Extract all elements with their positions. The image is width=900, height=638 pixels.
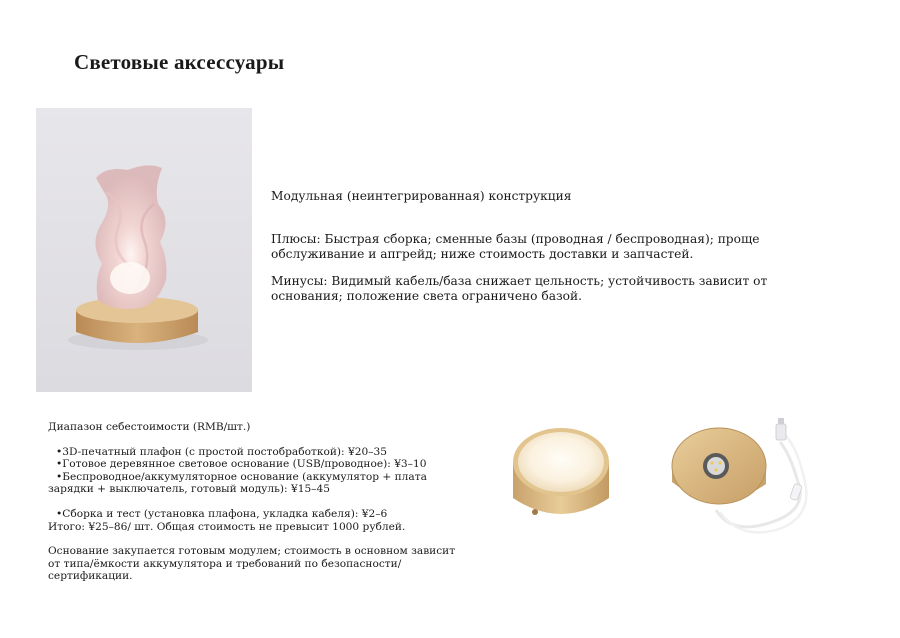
page-title: Световые аксессуары: [74, 50, 285, 74]
cost-item: •Готовое деревянное световое основание (USB/проводное): ¥3–10: [56, 458, 427, 471]
wooden-light-base-lit: [505, 418, 617, 526]
design-heading: Модульная (неинтегрированная) конструкция: [271, 189, 572, 203]
pros-text: Плюсы: Быстрая сборка; сменные базы (проводная / беспроводная); проще обслуживание и апгрейд; ниже стоимость доставки и запчастей.: [271, 232, 760, 261]
cost-note: Основание закупается готовым модулем; стоимость в основном зависит от типа/ёмкости аккумулятора и требований по безопасности/сертификации.: [48, 545, 456, 583]
assembly-cost: •Сборка и тест (установка плафона, укладка кабеля): ¥2–6: [56, 507, 388, 520]
cost-section: [48, 421, 468, 583]
total-cost: Итого: ¥25–86/ шт. Общая стоимость не превысит 1000 рублей.: [48, 520, 406, 533]
cost-item: •Беспроводное/аккумуляторное основание (аккумулятор + плата зарядки + выключатель, готовый модуль): ¥15–45: [48, 470, 427, 496]
cost-heading: Диапазон себестоимости (RMB/шт.): [48, 421, 251, 433]
wooden-light-base-with-cable: [662, 418, 822, 546]
lamp-photo: [36, 108, 252, 392]
cons-text: Минусы: Видимый кабель/база снижает цельность; устойчивость зависит от основания; положение света ограничено базой.: [271, 274, 768, 303]
cost-item: •3D-печатный плафон (с простой постобработкой): ¥20–35: [56, 445, 387, 458]
